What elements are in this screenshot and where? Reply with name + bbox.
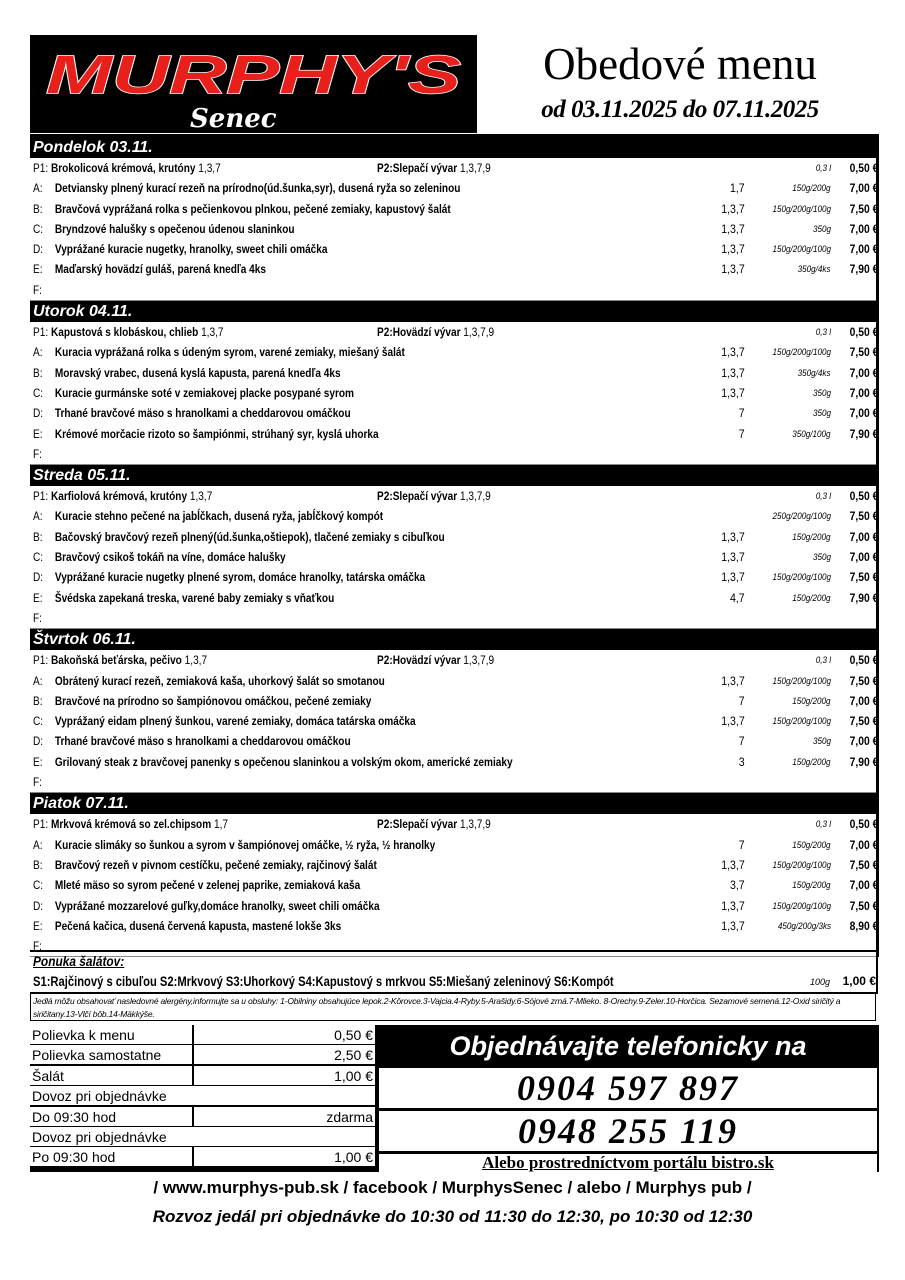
item-name: Bravčový csikoš tokáň na víne, domáce halušky (54, 550, 286, 565)
salad-title: Ponuka šalátov: (33, 953, 125, 969)
item-price: 7,00 € (849, 221, 878, 236)
item-allergens: 1,3,7 (721, 262, 745, 277)
delivery-info: Rozvoz jedál pri objednávke do 10:30 od 11:30 do 12:30, po 10:30 od 12:30 (152, 1207, 753, 1226)
item-letter: C: (33, 221, 44, 236)
item-weight: 150g/200g/100g (772, 244, 831, 255)
item-letter: D: (33, 406, 44, 421)
item-price: 7,90 € (849, 426, 878, 441)
item-name: Bryndzové halušky s opečenou údenou slaninkou (54, 221, 295, 236)
soup-p2 (377, 322, 494, 342)
menu-item (30, 342, 876, 362)
item-name-wrap (33, 772, 55, 792)
soup-row (30, 814, 876, 834)
soup-price: 0,50 € (849, 325, 878, 340)
price-row (30, 1086, 377, 1106)
item-price: 7,00 € (849, 385, 878, 400)
item-name: Grilovaný steak z bravčovej panenky s opečenou slaninkou a volským okom, americké zemiaky (54, 754, 513, 769)
item-name: Kuracie stehno pečené na jabĺčkach, dusená ryža, jabĺčkový kompót (54, 509, 384, 524)
item-name-wrap (33, 588, 334, 608)
item-name-wrap (33, 259, 266, 279)
price-label: Šalát (30, 1066, 192, 1085)
menu-item (30, 567, 876, 587)
menu-item (30, 711, 876, 731)
menu-item-f (30, 608, 876, 629)
item-name-wrap (33, 875, 360, 895)
soup-row (30, 650, 876, 670)
info-box (30, 1025, 879, 1172)
item-allergens: 1,3,7 (721, 221, 745, 236)
item-name-wrap (33, 527, 445, 547)
item-weight: 150g/200g/100g (772, 859, 831, 870)
date-range: od 03.11.2025 do 07.11.2025 (541, 96, 819, 123)
item-letter: A: (33, 673, 43, 688)
item-name-wrap (33, 731, 351, 751)
item-allergens: 7 (739, 693, 745, 708)
soup-p2 (377, 486, 491, 506)
item-letter: F: (33, 775, 42, 790)
item-allergens: 1,3,7 (721, 673, 745, 688)
item-weight: 150g/200g (792, 531, 831, 542)
item-name-wrap (33, 671, 385, 691)
soup-p2-allergens: 1,3,7,9 (459, 489, 491, 504)
item-price: 7,00 € (849, 529, 878, 544)
item-price: 7,00 € (849, 693, 878, 708)
soup-p2-name: Slepačí vývar (392, 489, 458, 504)
soup-p1 (33, 486, 212, 506)
item-price: 8,90 € (849, 918, 878, 933)
price-label: Po 09:30 hod (30, 1147, 192, 1166)
soup-price: 0,50 € (849, 489, 878, 504)
menu-item (30, 424, 876, 444)
day-header: Streda 05.11. (30, 465, 876, 486)
menu-item (30, 752, 876, 772)
menu-item (30, 363, 876, 383)
item-letter: C: (33, 878, 44, 893)
item-letter: E: (33, 426, 43, 441)
day-section (30, 137, 876, 301)
soup-p1-label: P1: (33, 325, 49, 340)
menu-item (30, 875, 876, 895)
item-letter: A: (33, 345, 43, 360)
logo-subtext: Senec (190, 104, 277, 133)
price-value: 1,00 € (194, 1147, 375, 1166)
salad-offer (30, 950, 878, 994)
item-letter: B: (33, 201, 43, 216)
soup-p2-label: P2: (377, 817, 393, 832)
item-name: Švédska zapekaná treska, varené baby zemiaky s vňaťkou (54, 590, 335, 605)
item-letter: E: (33, 754, 43, 769)
item-letter: E: (33, 918, 43, 933)
item-allergens: 1,3,7 (721, 714, 745, 729)
price-label: Dovoz pri objednávke (30, 1127, 375, 1146)
soup-volume: 0,3 l (815, 655, 831, 666)
soup-p2-name: Slepačí vývar (392, 817, 458, 832)
item-name: Trhané bravčové mäso s hranolkami a cheddarovou omáčkou (54, 734, 351, 749)
day-section (30, 301, 876, 465)
phone-number-1[interactable]: 0904 597 897 (379, 1068, 877, 1108)
item-price: 7,00 € (849, 365, 878, 380)
item-price: 7,00 € (849, 550, 878, 565)
soup-row (30, 486, 876, 506)
soup-p2-label: P2: (377, 489, 393, 504)
item-name-wrap (33, 383, 354, 403)
item-letter: D: (33, 898, 44, 913)
soup-p1-name: Mrkvová krémová so zel.chipsom (50, 817, 212, 832)
logo-wordmark: MURPHY'S (46, 45, 461, 105)
item-name: Vyprážaný eidam plnený šunkou, varené zemiaky, domáca tatárska omáčka (54, 714, 416, 729)
item-price: 7,50 € (849, 673, 878, 688)
item-name-wrap (33, 424, 379, 444)
soup-p2-allergens: 1,3,7,9 (459, 161, 491, 175)
menu-item (30, 835, 876, 855)
item-weight: 150g/200g/100g (772, 900, 831, 911)
item-allergens: 7 (739, 426, 745, 441)
murphys-logo (30, 35, 477, 133)
bistro-link[interactable]: Alebo prostredníctvom portálu bistro.sk (379, 1154, 877, 1172)
soup-p1-label: P1: (33, 653, 49, 668)
menu-item (30, 896, 876, 916)
item-name: Trhané bravčové mäso s hranolkami a cheddarovou omáčkou (54, 406, 351, 421)
item-allergens: 3 (739, 754, 745, 769)
item-price: 7,00 € (849, 734, 878, 749)
price-value: zdarma (194, 1107, 375, 1126)
item-allergens: 1,3,7 (721, 570, 745, 585)
item-name-wrap (33, 711, 416, 731)
item-letter: B: (33, 529, 43, 544)
soup-p1-name: Kapustová s klobáskou, chlieb (50, 325, 199, 340)
soup-p1 (33, 158, 221, 178)
salad-weight: 100g (809, 977, 830, 987)
item-weight: 150g/200g (792, 183, 831, 194)
soup-volume: 0,3 l (815, 163, 831, 173)
item-weight: 350g/100g (792, 428, 831, 439)
item-letter: C: (33, 550, 44, 565)
item-price: 7,00 € (849, 878, 878, 893)
item-weight: 150g/200g/100g (772, 716, 831, 727)
soup-p2-label: P2: (377, 161, 393, 175)
item-name-wrap (33, 506, 383, 526)
soup-p1-label: P1: (33, 817, 49, 832)
soup-p2-allergens: 1,3,7,9 (459, 817, 491, 832)
item-price: 7,50 € (849, 898, 878, 913)
item-letter: A: (33, 837, 43, 852)
item-weight: 350g (812, 552, 831, 563)
item-name: Moravský vrabec, dusená kyslá kapusta, parená knedľa 4ks (54, 365, 341, 380)
item-name: Bravčový rezeň v pivnom cestíčku, pečené zemiaky, rajčinový šalát (54, 857, 377, 872)
item-letter: F: (33, 446, 42, 461)
soup-p1-label: P1: (33, 161, 49, 175)
weekly-menu (30, 134, 879, 957)
soup-volume: 0,3 l (815, 819, 831, 830)
item-weight: 150g/200g (792, 839, 831, 850)
allergen-note: Jedlá môžu obsahovať nasledovné alergény,informujte sa u obsluhy: 1-Obilniny obsahujúce lepok.2-Kôrovce.3-Vajcia.4-Ryby.5-Arašidy.6-Sójové zrná.7-Mlieko. 8-Orechy.9-Zeler.10-Horčica. Sezamové semená.12-Oxid siričitý a siričitany.13-Vlčí bôb.14-Mäkkýše. (30, 993, 876, 1021)
item-name: Bravčové na prírodno so šampiónovou omáčkou, pečené zemiaky (54, 693, 372, 708)
soup-row (30, 322, 876, 342)
price-label: Polievka k menu (30, 1025, 192, 1044)
phone-number-2[interactable]: 0948 255 119 (379, 1111, 877, 1151)
soup-p1-allergens: 1,3,7 (198, 161, 221, 175)
item-name: Kuracie gurmánske soté v zemiakovej placke posypané syrom (54, 385, 355, 400)
menu-item (30, 383, 876, 403)
soup-volume: 0,3 l (815, 491, 831, 502)
item-price: 7,90 € (849, 590, 878, 605)
item-name-wrap (33, 219, 295, 239)
price-row (30, 1127, 377, 1147)
item-allergens: 1,3,7 (721, 201, 745, 216)
item-allergens: 1,3,7 (721, 385, 745, 400)
item-price: 7,50 € (849, 570, 878, 585)
menu-item-f (30, 280, 876, 301)
item-letter: A: (33, 181, 43, 196)
item-letter: F: (33, 282, 42, 297)
item-letter: D: (33, 242, 44, 257)
menu-item (30, 506, 876, 526)
price-value: 2,50 € (194, 1045, 375, 1064)
item-price: 7,00 € (849, 837, 878, 852)
menu-item (30, 588, 876, 608)
soup-price: 0,50 € (849, 817, 878, 832)
item-letter: F: (33, 610, 42, 625)
price-value: 1,00 € (194, 1066, 375, 1085)
item-weight: 350g/4ks (798, 264, 831, 275)
item-weight: 150g/200g (792, 756, 831, 767)
price-row (30, 1066, 377, 1086)
soup-p1-allergens: 1,3,7 (189, 489, 213, 504)
salad-price: 1,00 € (842, 974, 876, 988)
item-name-wrap (33, 835, 435, 855)
item-price: 7,50 € (849, 201, 878, 216)
item-weight: 150g/200g (792, 695, 831, 706)
item-name-wrap (33, 691, 371, 711)
soup-p1 (33, 650, 207, 670)
menu-item (30, 691, 876, 711)
item-allergens: 1,3,7 (721, 242, 745, 257)
item-name-wrap (33, 178, 460, 198)
price-row (30, 1147, 377, 1167)
soup-p1 (33, 814, 228, 834)
soup-p1-name: Bakoňská beťárska, pečivo (50, 653, 182, 668)
item-weight: 350g (812, 736, 831, 747)
order-box (377, 1025, 879, 1172)
item-name: Bačovský bravčový rezeň plnený(úd.šunka,oštiepok), tlačené zemiaky s cibuľkou (54, 529, 445, 544)
price-label: Polievka samostatne (30, 1045, 192, 1064)
soup-p1 (33, 322, 224, 342)
item-letter: E: (33, 590, 43, 605)
soup-price: 0,50 € (849, 653, 878, 668)
item-letter: E: (33, 262, 43, 277)
item-letter: B: (33, 365, 43, 380)
item-name-wrap (33, 239, 327, 259)
item-name-wrap (33, 342, 405, 362)
item-weight: 250g/200g/100g (772, 511, 831, 522)
item-name-wrap (33, 916, 341, 936)
soup-p2-name: Hovädzí vývar (392, 653, 461, 668)
menu-item (30, 527, 876, 547)
menu-item (30, 199, 876, 219)
item-allergens: 1,7 (730, 181, 745, 196)
item-allergens: 1,3,7 (721, 918, 745, 933)
item-allergens: 3,7 (730, 878, 745, 893)
price-row (30, 1025, 377, 1045)
soup-p2 (377, 650, 494, 670)
item-letter: F: (33, 939, 42, 954)
item-letter: B: (33, 693, 43, 708)
menu-item (30, 219, 876, 239)
day-section (30, 793, 876, 957)
item-price: 7,90 € (849, 262, 878, 277)
item-allergens: 7 (739, 837, 745, 852)
price-table (30, 1025, 377, 1168)
item-name-wrap (33, 896, 380, 916)
soup-p2-label: P2: (377, 325, 393, 340)
item-weight: 150g/200g/100g (772, 347, 831, 358)
day-header: Piatok 07.11. (30, 793, 876, 814)
item-allergens: 1,3,7 (721, 345, 745, 360)
soup-volume: 0,3 l (815, 327, 831, 338)
day-section (30, 629, 876, 793)
item-name: Pečená kačica, dusená červená kapusta, mastené lokše 3ks (54, 918, 342, 933)
soup-p2-name: Slepačí vývar (392, 161, 458, 175)
page-title: Obedové menu (543, 39, 817, 89)
item-price: 7,50 € (849, 857, 878, 872)
item-weight: 350g (812, 223, 831, 234)
soup-p2 (377, 814, 491, 834)
price-label: Do 09:30 hod (30, 1107, 192, 1126)
item-allergens: 1,3,7 (721, 550, 745, 565)
item-letter: D: (33, 734, 44, 749)
soup-p1-label: P1: (33, 489, 49, 504)
item-name-wrap (33, 444, 55, 464)
menu-item (30, 671, 876, 691)
item-name-wrap (33, 608, 55, 628)
item-weight: 150g/200g (792, 592, 831, 603)
day-section (30, 465, 876, 629)
price-label: Dovoz pri objednávke (30, 1086, 375, 1105)
item-name-wrap (33, 199, 451, 219)
item-allergens: 7 (739, 406, 745, 421)
item-price: 7,90 € (849, 754, 878, 769)
menu-item (30, 916, 876, 936)
item-name: Kuracia vyprážaná rolka s údeným syrom, varené zemiaky, miešaný šalát (54, 345, 405, 360)
menu-item (30, 239, 876, 259)
item-allergens: 4,7 (730, 590, 745, 605)
item-letter: D: (33, 570, 44, 585)
soup-p2-allergens: 1,3,7,9 (463, 325, 495, 340)
day-header: Pondelok 03.11. (30, 137, 876, 158)
item-weight: 150g/200g/100g (772, 203, 831, 214)
item-name-wrap (33, 567, 425, 587)
item-name: Vyprážané mozzarelové guľky,domáce hranolky, sweet chili omáčka (54, 898, 380, 913)
item-name: Bravčová vyprážaná rolka s pečienkovou plnkou, pečené zemiaky, kapustový šalát (54, 201, 451, 216)
menu-item-f (30, 444, 876, 465)
soup-p1-name: Brokolicová krémová, krutóny (50, 161, 196, 175)
soup-price: 0,50 € (849, 161, 878, 175)
item-letter: B: (33, 857, 43, 872)
order-heading: Objednávajte telefonicky na (449, 1031, 807, 1061)
item-allergens: 1,3,7 (721, 898, 745, 913)
item-allergens: 1,3,7 (721, 529, 745, 544)
item-name: Mleté mäso so syrom pečené v zelenej paprike, zemiaková kaša (54, 878, 361, 893)
item-weight: 350g/4ks (798, 367, 831, 378)
item-weight: 150g/200g/100g (772, 572, 831, 583)
menu-item (30, 855, 876, 875)
item-name: Vyprážané kuracie nugetky plnené syrom, domáce hranolky, tatárska omáčka (54, 570, 426, 585)
item-weight: 150g/200g/100g (772, 675, 831, 686)
soup-p2-name: Hovädzí vývar (392, 325, 461, 340)
item-allergens: 7 (739, 734, 745, 749)
item-allergens: 1,3,7 (721, 365, 745, 380)
item-price: 7,00 € (849, 242, 878, 257)
item-weight: 450g/200g/3ks (777, 920, 831, 931)
day-header: Štvrtok 06.11. (30, 629, 876, 650)
soup-row (30, 158, 876, 178)
item-price: 7,50 € (849, 345, 878, 360)
soup-p2-allergens: 1,3,7,9 (463, 653, 495, 668)
menu-item (30, 178, 876, 198)
salad-list: S1:Rajčinový s cibuľou S2:Mrkvový S3:Uhorkový S4:Kapustový s mrkvou S5:Miešaný zeleninový S6:Kompót (33, 973, 614, 989)
item-name: Obrátený kurací rezeň, zemiaková kaša, uhorkový šalát so smotanou (54, 673, 385, 688)
footer-links[interactable]: / www.murphys-pub.sk / facebook / MurphysSenec / alebo / Murphys pub / (153, 1178, 752, 1197)
price-value: 0,50 € (194, 1025, 375, 1044)
day-header: Utorok 04.11. (30, 301, 876, 322)
item-name-wrap (33, 855, 377, 875)
item-weight: 150g/200g (792, 880, 831, 891)
item-price: 7,00 € (849, 406, 878, 421)
item-letter: C: (33, 714, 44, 729)
soup-p1-allergens: 1,3,7 (184, 653, 208, 668)
item-name-wrap (33, 752, 513, 772)
item-name-wrap (33, 547, 286, 567)
menu-item (30, 259, 876, 279)
item-name: Maďarský hovädzí guláš, parená knedľa 4ks (54, 262, 266, 277)
item-name: Krémové morčacie rizoto so šampiónmi, strúhaný syr, kyslá uhorka (54, 426, 379, 441)
soup-p2-label: P2: (377, 653, 393, 668)
menu-item (30, 403, 876, 423)
item-name-wrap (33, 280, 55, 300)
item-letter: A: (33, 509, 43, 524)
soup-p1-allergens: 1,3,7 (201, 325, 224, 340)
price-row (30, 1107, 377, 1127)
item-price: 7,00 € (849, 181, 878, 196)
menu-item (30, 731, 876, 751)
item-weight: 350g (812, 387, 831, 398)
item-name-wrap (33, 403, 351, 423)
item-price: 7,50 € (849, 509, 878, 524)
menu-item-f (30, 772, 876, 793)
price-row (30, 1045, 377, 1065)
item-letter: C: (33, 385, 44, 400)
soup-p1-name: Karfiolová krémová, krutóny (50, 489, 188, 504)
soup-p2 (377, 158, 491, 178)
menu-item (30, 547, 876, 567)
soup-p1-allergens: 1,7 (213, 817, 228, 832)
item-price: 7,50 € (849, 714, 878, 729)
item-name: Vyprážané kuracie nugetky, hranolky, sweet chili omáčka (54, 242, 328, 257)
item-weight: 350g (812, 408, 831, 419)
item-name: Kuracie slimáky so šunkou a syrom v šampiónovej omáčke, ½ ryža, ½ hranolky (54, 837, 436, 852)
item-allergens: 1,3,7 (721, 857, 745, 872)
item-name: Detviansky plnený kurací rezeň na prírodno(úd.šunka,syr), dusená ryža so zeleninou (54, 181, 461, 196)
item-name-wrap (33, 363, 341, 383)
